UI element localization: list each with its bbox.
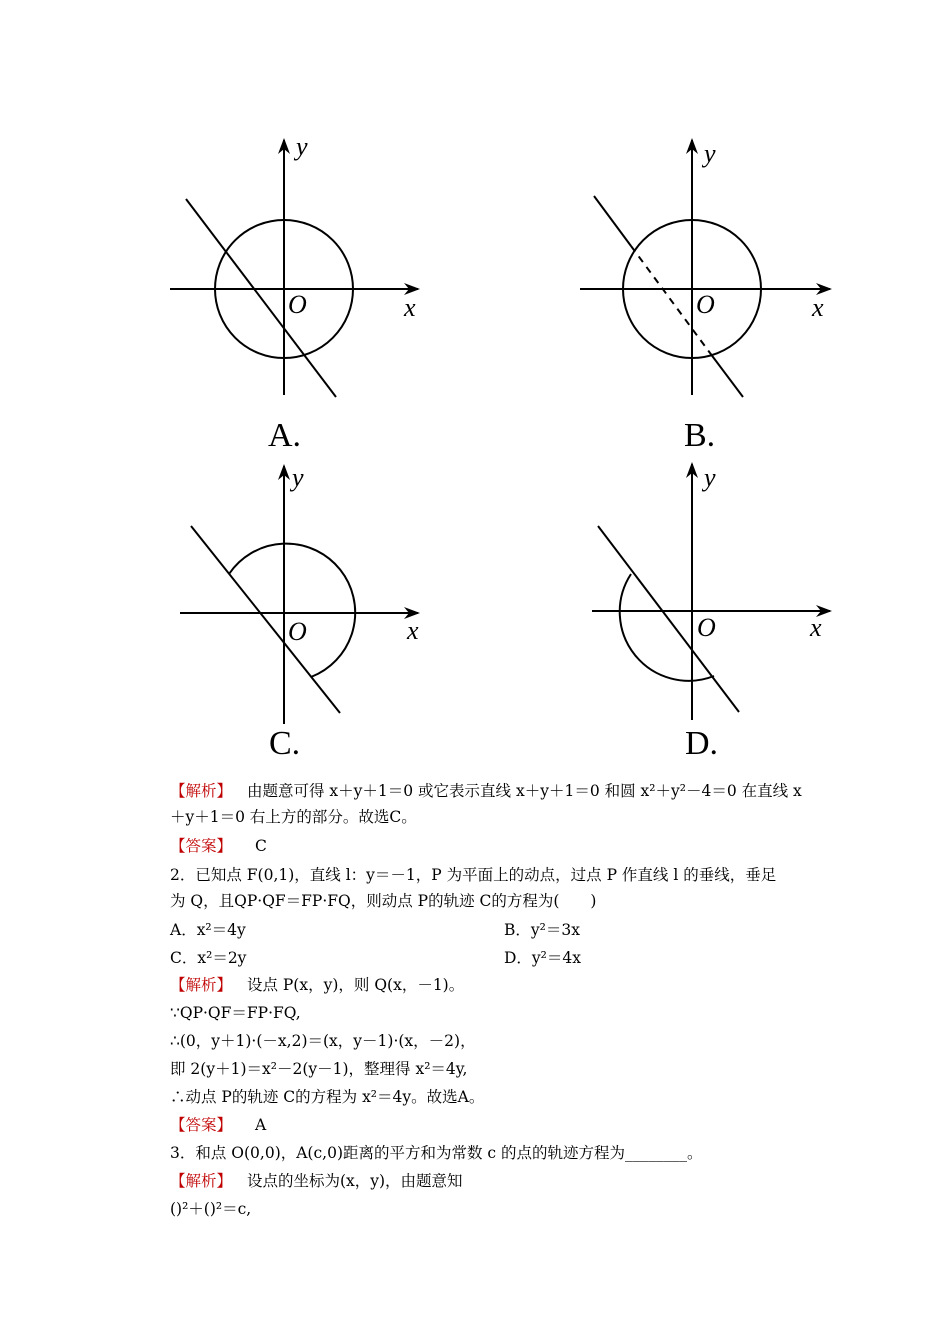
q2-analysis-tag: 【解析】 <box>170 976 233 994</box>
graph-d-origin-label: O <box>697 613 716 642</box>
q1-analysis-line-1 <box>170 778 802 804</box>
q2-analysis-line-4: 即 2(y＋1)＝x²－2(y－1)，整理得 x²＝4y, <box>170 1060 468 1078</box>
q2-answer: A <box>254 1116 267 1134</box>
graph-c-x-label: x <box>407 616 419 645</box>
graph-a-origin-label: O <box>288 290 307 319</box>
q3-stem-line: 3．和点 O(0,0)，A(c,0)距离的平方和为常数 c 的点的轨迹方程为________。 <box>170 1144 703 1162</box>
q2-answer-line <box>170 1112 266 1138</box>
q3-analysis-text-1: 设点的坐标为(x，y)，由题意知 <box>246 1172 463 1190</box>
graph-b-origin-label: O <box>696 290 715 319</box>
graph-b <box>580 139 830 454</box>
graph-a-option-label: A. <box>268 417 302 454</box>
graph-c-arc <box>229 544 355 677</box>
graph-c-origin-label: O <box>288 617 307 646</box>
graph-d-x-label: x <box>810 613 822 642</box>
q2-analysis-line-1 <box>170 972 464 998</box>
graph-c-line <box>191 526 340 713</box>
q2-option-c: C．x²＝2y <box>170 949 247 967</box>
graph-a-x-label: x <box>404 293 416 322</box>
graph-d-y-label: y <box>704 463 716 492</box>
graph-b-y-label: y <box>704 139 716 168</box>
q2-answer-tag: 【答案】 <box>170 1116 233 1134</box>
graph-b-option-label: B. <box>684 417 716 454</box>
q3-analysis-line-1 <box>170 1168 463 1194</box>
q1-analysis-line-2: ＋y＋1＝0 右上方的部分。故选C。 <box>170 808 417 826</box>
q2-option-d: D．y²＝4x <box>504 949 582 967</box>
q2-stem-line-1: 2．已知点 F(0,1)，直线 l：y＝－1，P 为平面上的动点，过点 P 作直线 l 的垂线，垂足 <box>170 866 777 884</box>
graph-b-line-lower <box>710 353 743 397</box>
q1-analysis-text-1: 由题意可得 x＋y＋1＝0 或它表示直线 x＋y＋1＝0 和圆 x²＋y²－4＝0 在直线 x <box>246 782 802 800</box>
q2-analysis-line-5: ∴动点 P的轨迹 C的方程为 x²＝4y。故选A。 <box>170 1088 485 1106</box>
q2-analysis-line-3: ∴(0，y＋1)·(－x,2)＝(x，y－1)·(x，－2)， <box>170 1032 476 1050</box>
graph-a-line <box>186 199 336 397</box>
q3-analysis-tag: 【解析】 <box>170 1172 233 1190</box>
q3-analysis-line-2: ()²＋()²＝c, <box>170 1200 252 1218</box>
graph-a-y-label: y <box>296 132 308 161</box>
graph-a <box>170 132 418 454</box>
q1-answer-tag: 【答案】 <box>170 837 233 855</box>
graph-c-option-label: C. <box>269 725 301 762</box>
graph-b-x-label: x <box>812 293 824 322</box>
q2-stem-line-2: 为 Q，且QP·QF＝FP·FQ，则动点 P的轨迹 C的方程为( ) <box>170 892 597 910</box>
q1-analysis-tag: 【解析】 <box>170 782 233 800</box>
graph-d <box>592 463 830 762</box>
q2-option-b: B．y²＝3x <box>504 921 580 939</box>
q1-answer: C <box>254 837 267 855</box>
q2-option-a: A．x²＝4y <box>170 921 246 939</box>
q2-analysis-text-1: 设点 P(x，y)，则 Q(x，－1)。 <box>246 976 465 994</box>
q1-answer-line <box>170 833 267 859</box>
graph-b-line-upper <box>594 196 631 246</box>
graph-d-option-label: D. <box>685 725 719 762</box>
graph-c-y-label: y <box>292 463 304 492</box>
q2-analysis-line-2: ∵QP·QF＝FP·FQ, <box>170 1004 301 1022</box>
graph-c <box>180 463 419 762</box>
